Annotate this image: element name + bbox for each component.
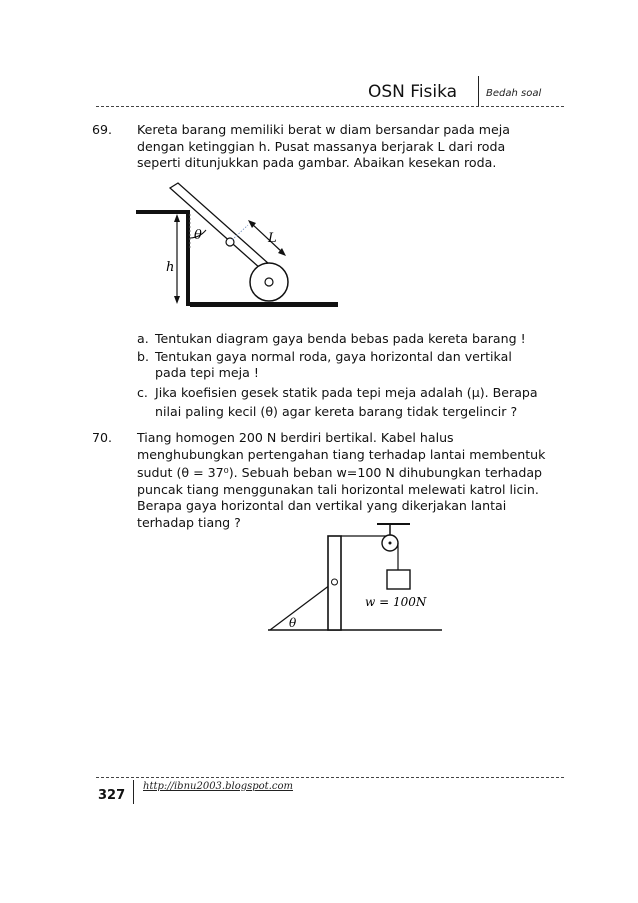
sub-item-text: Tentukan gaya normal roda, gaya horizontal dan vertikal — [155, 348, 512, 364]
sub-item-label: c. — [137, 384, 148, 400]
theta-label: θ — [194, 228, 202, 243]
problem-text-line: Berapa gaya horizontal dan vertikal yang dikerjakan lantai — [137, 498, 507, 513]
problem-text-line: menghubungkan pertengahan tiang terhadap lantai membentuk — [137, 446, 546, 462]
problem-text-line: sudut (θ = 37⁰). Sebuah beban w=100 N dihubungkan terhadap — [137, 465, 543, 480]
height-label: h — [166, 260, 175, 275]
floor — [190, 302, 338, 307]
problem-number: 69. — [92, 122, 113, 137]
problem-69 — [92, 122, 567, 172]
length-label: L — [268, 231, 277, 246]
height-arrow-head-top — [174, 214, 180, 222]
problem-number: 70. — [92, 430, 113, 445]
sub-item-text: nilai paling kecil (θ) agar kereta barang tidak tergelincir ? — [155, 404, 518, 419]
pole-figure — [262, 518, 448, 638]
wheel-axle — [265, 278, 273, 286]
problem-70 — [92, 430, 567, 531]
header-divider — [478, 76, 479, 106]
sub-item-a — [137, 331, 567, 348]
length-arrow — [252, 224, 282, 252]
problem-text-line: seperti ditunjukkan pada gambar. Abaikan kesekan roda. — [137, 155, 497, 170]
sub-item-label: a. — [137, 331, 149, 346]
table-top — [136, 210, 186, 214]
header-title: OSN Fisika — [368, 82, 458, 102]
theta-label: θ — [289, 616, 297, 630]
problem-text-line: Tiang homogen 200 N berdiri bertikal. Kabel halus — [137, 430, 454, 445]
page-number: 327 — [98, 788, 126, 803]
pole-midpoint — [332, 579, 338, 585]
table-leg — [186, 210, 190, 306]
problem-text-line: terhadap tiang ? — [137, 514, 241, 530]
sub-item-b — [137, 349, 567, 382]
weight-block — [387, 570, 410, 589]
support-cable — [270, 582, 334, 630]
cart-figure — [130, 180, 345, 315]
sub-item-label: b. — [137, 348, 149, 364]
height-arrow-head-bottom — [174, 296, 180, 304]
footer-rule — [96, 777, 564, 778]
problem-text-line: dengan ketinggian h. Pusat massanya berjarak L dari roda — [137, 138, 506, 154]
sub-item-text: pada tepi meja ! — [155, 365, 259, 380]
pulley-axle — [389, 542, 392, 545]
weight-label: w = 100N — [365, 595, 427, 609]
blog-link[interactable]: http://ibnu2003.blogspot.com — [143, 781, 293, 792]
problem-text-line: puncak tiang menggunakan tali horizontal melewati katrol licin. — [137, 481, 539, 497]
header-subtitle: Bedah soal — [486, 88, 542, 99]
problem-69-subitems — [137, 331, 567, 422]
sub-item-text: Jika koefisien gesek statik pada tepi meja adalah (μ). Berapa — [155, 384, 538, 400]
problem-text-line: Kereta barang memiliki berat w diam bersandar pada meja — [137, 122, 510, 137]
footer-divider — [133, 780, 134, 804]
sub-item-text: Tentukan diagram gaya benda bebas pada kereta barang ! — [155, 331, 526, 346]
sub-item-c — [137, 385, 567, 421]
header-rule — [96, 106, 564, 107]
